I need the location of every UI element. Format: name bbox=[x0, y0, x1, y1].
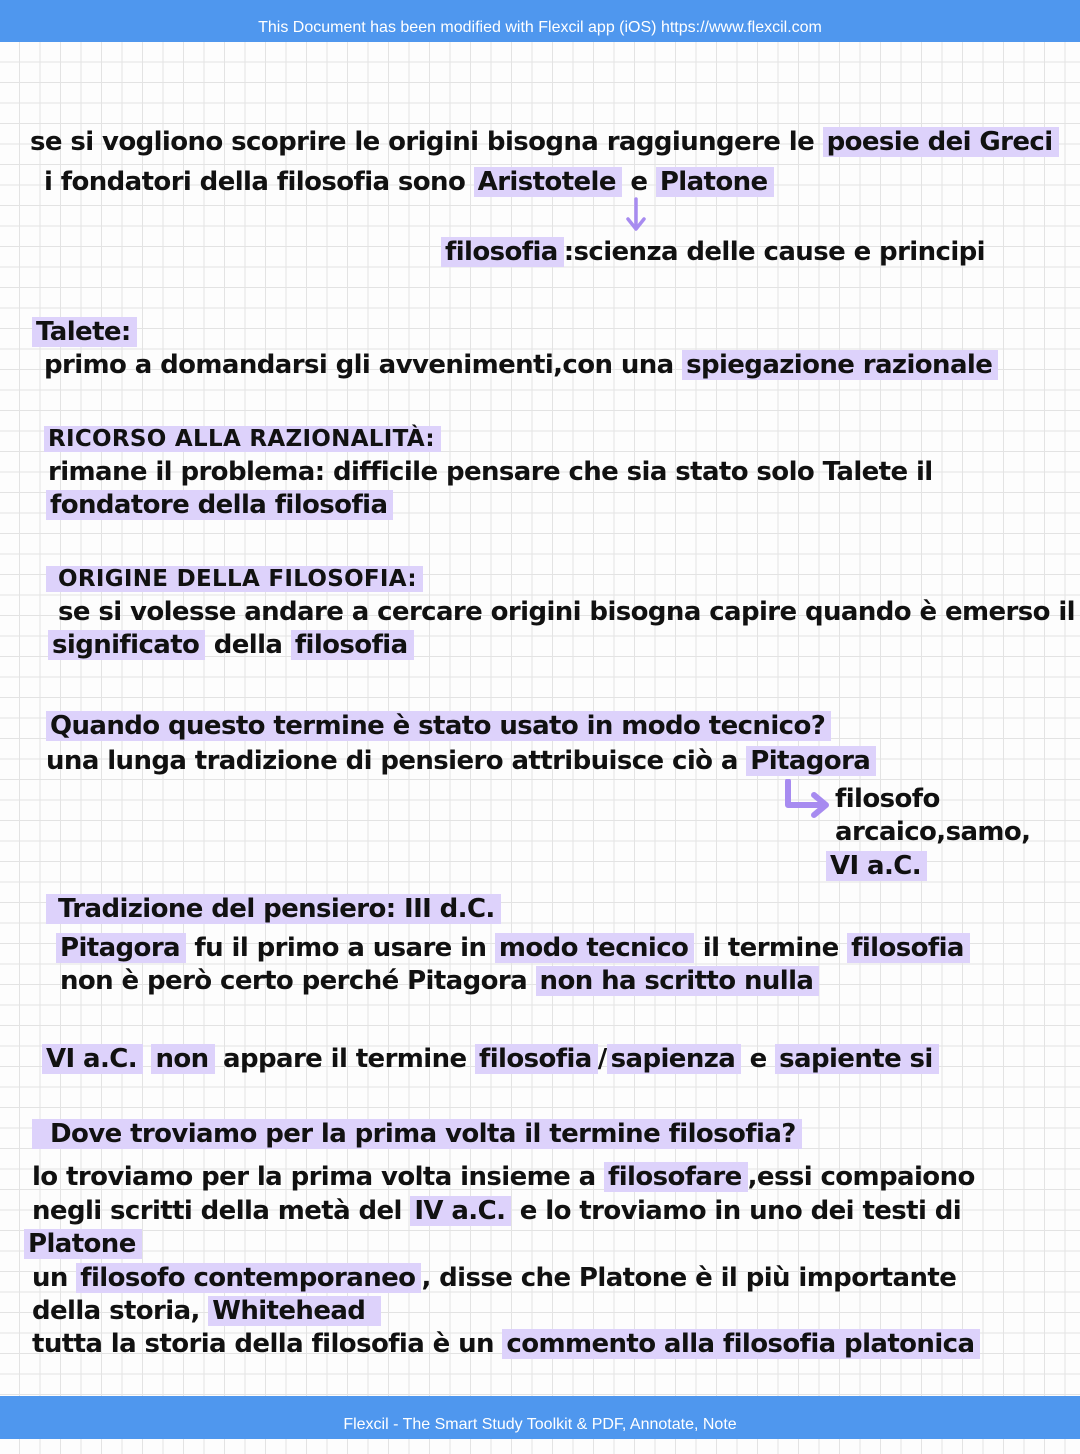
text: un bbox=[32, 1263, 77, 1293]
text: appare il termine bbox=[214, 1044, 476, 1074]
note-dove-2 bbox=[32, 1195, 961, 1227]
arrow-down-icon bbox=[625, 197, 649, 235]
highlight: spiegazione razionale bbox=[682, 350, 998, 380]
arrow-curve-right-icon bbox=[782, 779, 834, 821]
text: filosofo bbox=[835, 784, 940, 814]
note-dove-1 bbox=[32, 1161, 975, 1193]
text: della storia, bbox=[32, 1296, 209, 1326]
heading-ricorso bbox=[44, 423, 441, 455]
note-dove-3 bbox=[24, 1228, 142, 1260]
text: una lunga tradizione di pensiero attribuisce ciò a bbox=[46, 746, 747, 776]
heading-origine bbox=[46, 563, 423, 595]
note-quando bbox=[46, 745, 876, 777]
footer-banner bbox=[0, 1396, 1080, 1439]
note-ricorso-2 bbox=[46, 489, 393, 521]
highlight: RICORSO ALLA RAZIONALITÀ: bbox=[44, 426, 441, 452]
highlight: filosofia bbox=[441, 237, 564, 267]
text: e bbox=[621, 167, 656, 197]
highlight: sapiente si bbox=[775, 1044, 939, 1074]
text: non è però certo perché Pitagora bbox=[60, 966, 536, 996]
text: rimane il problema: difficile pensare che sia stato solo Talete il bbox=[48, 457, 933, 487]
text: negli scritti della metà del bbox=[32, 1196, 411, 1226]
highlight: VI a.C. bbox=[42, 1044, 143, 1074]
highlight: fondatore della filosofia bbox=[46, 490, 393, 520]
highlight: filosofare bbox=[604, 1162, 748, 1192]
highlight: filosofia bbox=[475, 1044, 598, 1074]
highlight: Platone bbox=[656, 167, 774, 197]
highlight: sapienza bbox=[607, 1044, 742, 1074]
highlight: Pitagora bbox=[746, 746, 876, 776]
highlight: filosofia bbox=[847, 933, 970, 963]
note-ricorso-1 bbox=[48, 456, 933, 488]
note-tradizione-2 bbox=[60, 965, 819, 997]
text: se si vogliono scoprire le origini bisogna raggiungere le bbox=[30, 127, 823, 157]
highlight: Tradizione del pensiero: III d.C. bbox=[46, 894, 501, 924]
text: tutta la storia della filosofia è un bbox=[32, 1329, 503, 1359]
text: ,essi compaiono bbox=[747, 1162, 975, 1192]
note-origine-1 bbox=[58, 596, 1075, 628]
highlight: Platone bbox=[24, 1229, 142, 1259]
heading-dove bbox=[32, 1118, 802, 1150]
highlight: Dove troviamo per la prima volta il termine filosofia? bbox=[32, 1119, 802, 1149]
text: , disse che Platone è il più importante bbox=[421, 1263, 957, 1293]
highlight: non bbox=[151, 1044, 214, 1074]
text: i fondatori della filosofia sono bbox=[44, 167, 474, 197]
note-pitagora-1 bbox=[835, 783, 940, 815]
text: :scienza delle cause e principi bbox=[563, 237, 985, 267]
highlight: filosofo contemporaneo bbox=[76, 1263, 421, 1293]
highlight: Talete: bbox=[32, 317, 137, 347]
text: primo a domandarsi gli avvenimenti,con una bbox=[44, 350, 683, 380]
highlight: Quando questo termine è stato usato in modo tecnico? bbox=[46, 711, 831, 741]
text: e bbox=[741, 1044, 776, 1074]
note-white-1 bbox=[32, 1262, 956, 1294]
highlight: poesie dei Greci bbox=[823, 127, 1059, 157]
text: lo troviamo per la prima volta insieme a bbox=[32, 1162, 604, 1192]
highlight: filosofia bbox=[291, 630, 414, 660]
header-banner-text: This Document has been modified with Flexcil app (iOS) https://www.flexcil.com bbox=[258, 19, 822, 36]
heading-tradizione bbox=[46, 893, 501, 925]
header-banner bbox=[0, 0, 1080, 42]
footer-banner-text: Flexcil - The Smart Study Toolkit & PDF, Annotate, Note bbox=[343, 1416, 737, 1433]
note-vi bbox=[42, 1043, 939, 1075]
highlight: IV a.C. bbox=[410, 1196, 511, 1226]
highlight: non ha scritto nulla bbox=[536, 966, 820, 996]
heading-quando bbox=[46, 710, 831, 742]
note-talete bbox=[44, 349, 998, 381]
text: il termine bbox=[694, 933, 848, 963]
note-white-2 bbox=[32, 1295, 381, 1327]
highlight: Whitehead bbox=[208, 1296, 381, 1326]
highlight: Pitagora bbox=[56, 933, 186, 963]
highlight: ORIGINE DELLA FILOSOFIA: bbox=[46, 566, 423, 592]
note-line-1 bbox=[30, 126, 1059, 158]
note-tradizione-1 bbox=[56, 932, 970, 964]
text: della bbox=[205, 630, 291, 660]
note-line-2 bbox=[44, 166, 774, 198]
heading-talete bbox=[32, 316, 137, 348]
highlight: modo tecnico bbox=[495, 933, 694, 963]
text: se si volesse andare a cercare origini bisogna capire quando è emerso il bbox=[58, 597, 1075, 627]
text: fu il primo a usare in bbox=[185, 933, 495, 963]
text: arcaico,samo, bbox=[835, 817, 1031, 847]
text: e lo troviamo in uno dei testi di bbox=[511, 1196, 962, 1226]
highlight: VI a.C. bbox=[826, 851, 927, 881]
note-line-3 bbox=[441, 236, 985, 268]
note-pitagora-2 bbox=[835, 816, 1030, 848]
note-origine-2 bbox=[48, 629, 414, 661]
text: / bbox=[597, 1044, 607, 1074]
highlight: Aristotele bbox=[474, 167, 622, 197]
note-pitagora-3 bbox=[826, 850, 927, 882]
highlight: commento alla filosofia platonica bbox=[502, 1329, 980, 1359]
highlight: significato bbox=[48, 630, 205, 660]
note-white-3 bbox=[32, 1328, 980, 1360]
